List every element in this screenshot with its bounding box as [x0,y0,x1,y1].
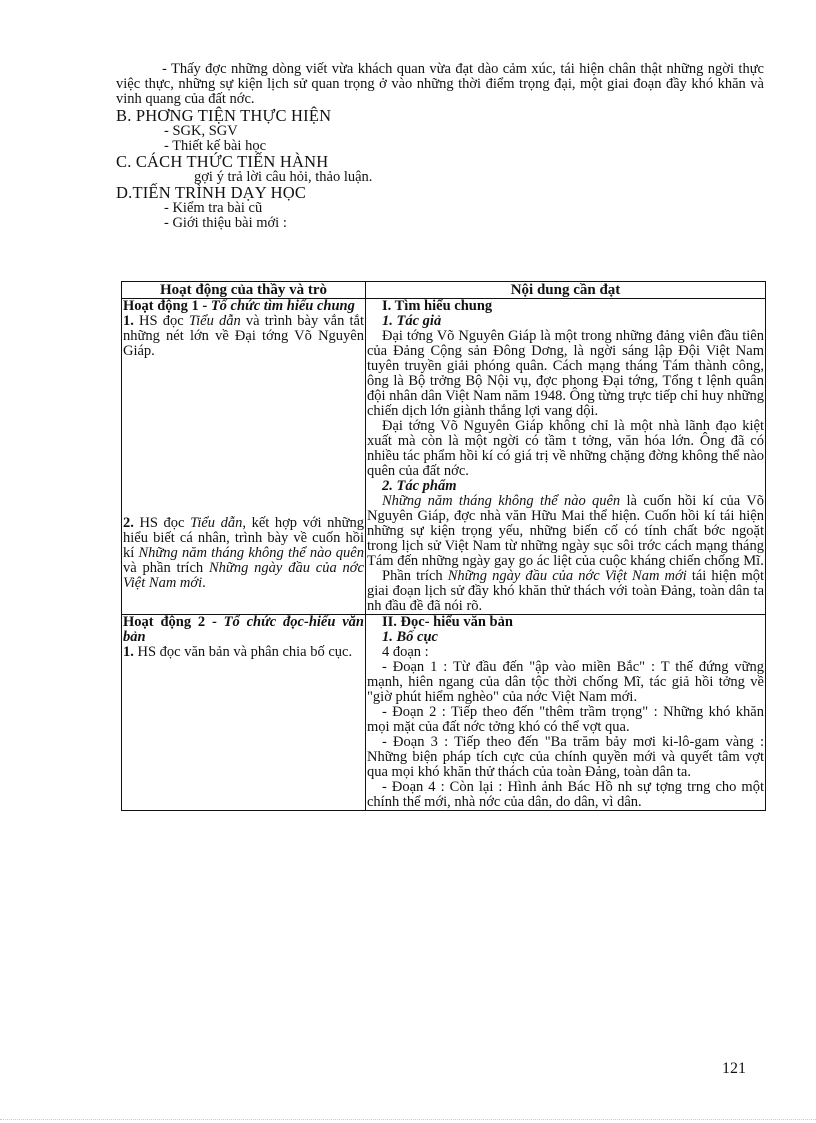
section-d-item: - Giới thiệu bài mới : [164,215,287,231]
content-paragraph: - Đoạn 2 : Tiếp theo đến "thêm trầm trọng" : Những khó khăn mọi mặt của đất nớc tởng khó có thể vợt qua. [367,704,764,735]
section-c-heading: C. CÁCH THỨC TIẾN HÀNH [116,152,329,171]
content-line: 4 đoạn : [382,644,429,660]
table-header-row [122,282,766,299]
content-paragraph: Phần trích Những ngày đầu của nớc Việt Nam mới tái hiện một giai đoạn lịch sử đầy khó khăn thử thách với toàn Đảng, toàn dân ta nh đầu đề đã nói rõ. [367,568,764,614]
content-paragraph: - Đoạn 4 : Còn lại : Hình ảnh Bác Hồ nh sự tợng trng cho một chính thể mới, nhà nớc của dân, do dân, vì dân. [367,779,764,810]
content-paragraph: Đại tớng Võ Nguyên Giáp là một trong những đảng viên đầu tiên của Đảng Cộng sản Đông Dơng, là ngời sáng lập Đội Việt Nam tuyên truyền giải phóng quân. Cách mạng tháng Tám thành công, ông là Bộ trởng Bộ Nội vụ, đợc phong Đại tớng, Tổng t lệnh quân đội nhân dân Việt Nam năm 1948. Ông từng trực tiếp chỉ huy những chiến dịch lớn giành thắng lợi vang dội. [367,328,764,419]
activity-cell [122,615,366,811]
content-subheading: 1. Bố cục [382,629,438,645]
section-d-heading: D.TIẾN TRÌNH DẠY HỌC [116,183,307,202]
section-b-item: - Thiết kế bài học [164,138,267,154]
intro-paragraph: - Thấy đợc những dòng viết vừa khách quan vừa đạt dào cảm xúc, tái hiện chân thật những ngời thực việc thực, những sự kiện lịch sử quan trọng ở vào những thời điểm trọng đại, một giai đoạn đầy khó khăn và vinh quang của đất nớc. [116,61,764,107]
content-cell [366,615,766,811]
section-b-heading: B. PHƠNG TIỆN THỰC HIỆN [116,106,332,125]
content-paragraph: Những năm tháng không thể nào quên là cuốn hồi kí của Võ Nguyên Giáp, đợc nhà văn Hữu Mai thể hiện. Cuốn hồi kí tái hiện những sự kiện trọng yếu, những biến cố có tính chất bớc ngoặt trong lịch sử Việt Nam từ những ngày sục sôi trớc cách mạng tháng Tám đến những ngày gay go ác liệt của cuộc kháng chiến chống Mĩ. [367,493,764,569]
activity-step: 2. HS đọc Tiểu dẫn, kết hợp với những hiểu biết cá nhân, trình bày về cuốn hồi kí Những năm tháng không thể nào quên và phần trích Những ngày đầu của nớc Việt Nam mới. [123,515,364,591]
section-b-item: - SGK, SGV [164,123,238,139]
page-divider [0,1119,816,1120]
section-c-item: gợi ý trả lời câu hỏi, thảo luận. [194,169,373,185]
activity-title: Hoạt động 1 - Tổ chức tìm hiểu chung [123,298,355,314]
intro-block [116,62,764,231]
header-activities: Hoạt động của thầy và trò [122,282,366,299]
activity-step: 1. HS đọc Tiểu dẫn và trình bày vắn tắt những nét lớn về Đại tớng Võ Nguyên Giáp. [123,313,365,359]
activity-title: Hoạt động 2 - Tổ chức đọc-hiểu văn bản [123,614,364,645]
content-paragraph: - Đoạn 3 : Tiếp theo đến "Ba trăm bảy mơi ki-lô-gam vàng : Những biện pháp tích cực của chính quyền mới và quyết tâm vợt qua mọi khó khăn thử thách của toàn Đảng, toàn dân ta. [367,734,764,780]
content-cell [366,299,766,615]
content-heading: II. Đọc- hiểu văn bản [382,614,513,630]
page-number: 121 [722,1060,746,1077]
section-d-item: - Kiểm tra bài cũ [164,200,263,216]
activity-step: 1. HS đọc văn bản và phân chia bố cục. [123,644,353,660]
content-paragraph: - Đoạn 1 : Từ đầu đến "ập vào miền Bắc" : T thế đứng vững mạnh, hiên ngang của dân tộc thời chống Mĩ, tác giả hồi tởng về "giờ phút hiểm nghèo" của nớc Việt Nam mới. [367,659,764,705]
content-paragraph: Đại tớng Võ Nguyên Giáp không chỉ là một nhà lãnh đạo kiệt xuất mà còn là một ngời có tầm t tởng, văn hóa lớn. Ông đã có nhiều tác phẩm hồi kí có giá trị về những chặng đờng không thể nào quên của đất nớc. [367,418,764,479]
lesson-table [121,281,766,811]
table-row [122,615,766,811]
activity-cell [122,299,366,615]
header-content: Nội dung cần đạt [366,282,766,299]
table-row [122,299,766,615]
content-subheading: 2. Tác phẩm [382,478,457,494]
content-subheading: 1. Tác giả [382,313,442,329]
content-heading: I. Tìm hiểu chung [382,298,493,314]
